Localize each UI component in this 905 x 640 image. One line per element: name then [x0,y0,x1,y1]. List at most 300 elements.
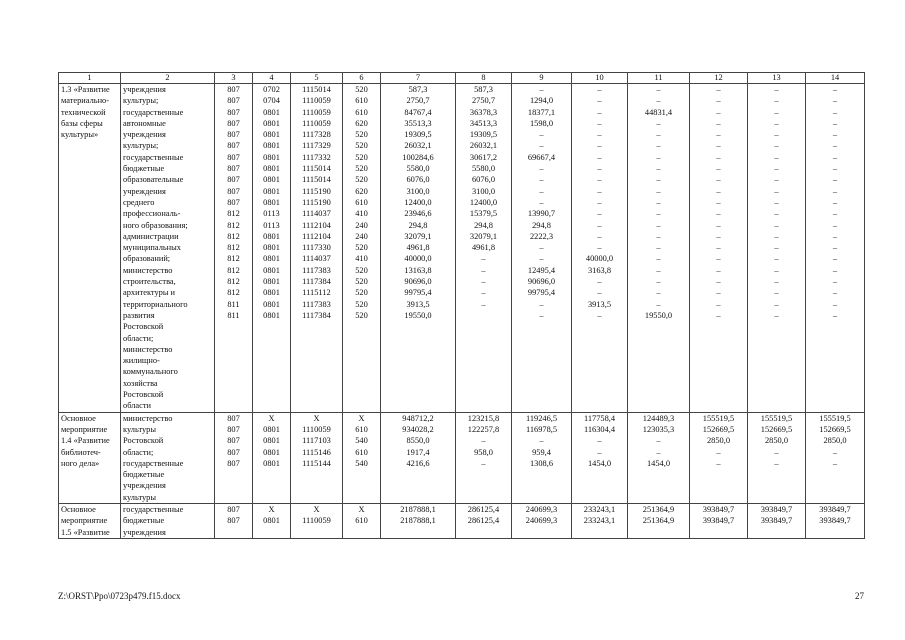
value-line: – [656,277,661,287]
value-line: – [656,130,661,140]
value-cell-col-6 [343,412,381,503]
value-cell-col-8 [456,84,512,413]
value-cell-col-3 [215,503,253,538]
value-line: 100284,6 [402,152,434,162]
value-line [458,310,509,321]
value-line: 294,8 [474,220,493,230]
value-line: 610 [355,197,368,207]
value-line: 620 [355,186,368,196]
value-line: – [774,141,779,151]
value-line: 19309,5 [469,130,498,140]
value-line: – [656,96,661,106]
value-line: 152669,5 [819,424,851,434]
value-line: 15379,5 [469,209,498,219]
event-name-cell-line: 1.4 «Развитие [61,436,110,446]
value-line: 1117329 [302,141,331,151]
executor-cell-line: государственные [123,458,184,468]
value-line: 116304,4 [583,424,616,434]
value-line: 26032,1 [404,141,432,151]
value-line: – [832,96,838,106]
value-line: – [656,288,661,298]
value-line: 0113 [263,220,280,230]
value-line: 393849,7 [819,516,851,526]
value-line: 811 [227,299,240,309]
value-line: – [774,310,779,320]
value-line: – [774,231,779,241]
value-line: – [539,299,544,309]
value-line: – [597,231,602,241]
executor-cell [121,84,215,413]
value-line: 0801 [263,516,280,526]
event-name-cell-line: базы сферы [61,118,103,128]
value-line: 36378,3 [469,107,498,117]
value-line: 1454,0 [646,458,671,468]
value-cell-col-13 [748,412,806,503]
value-line: 13163,8 [404,265,432,275]
executor-cell-line: области; [123,333,154,343]
value-line: Х [313,504,320,514]
value-line: 251364,9 [642,516,675,526]
event-name-cell-line: библиотеч- [61,447,101,457]
value-line: – [774,458,779,468]
value-line: 807 [227,141,240,151]
value-line: – [832,220,838,230]
value-line: – [656,243,661,253]
value-cell-col-13 [748,503,806,538]
value-line: – [597,130,602,140]
header-cell: 10 [572,73,628,84]
value-line: 587,3 [408,85,428,94]
table-row [59,503,865,538]
executor-cell-line: учреждения [123,130,166,140]
value-line: 117758,4 [583,413,616,423]
value-line: – [716,175,721,185]
value-line: 812 [227,231,240,241]
value-line: 610 [355,516,368,526]
value-line: – [481,265,486,275]
value-line: 807 [227,96,240,106]
value-line: – [539,130,544,140]
value-line: 0801 [263,299,280,309]
value-line: – [716,197,721,207]
header-cell: 2 [121,73,215,84]
value-line: 1115014 [302,175,331,185]
value-line: – [774,299,779,309]
value-cell-col-11 [628,503,690,538]
executor-cell-line: Ростовской [123,390,164,400]
value-line: 0801 [263,197,280,207]
executor-cell-line: Ростовской [123,436,164,446]
value-line: 251364,9 [642,504,675,514]
value-line: 2850,0 [764,436,789,446]
executor-cell-line: автономные [123,118,166,128]
value-line: 12400,0 [404,197,432,207]
value-line: – [716,458,721,468]
value-line: – [539,186,544,196]
value-line: – [832,197,838,207]
event-name-cell-line: технической [61,107,106,117]
header-cell: 3 [215,73,253,84]
value-line: 26032,1 [469,141,498,151]
value-line: 393849,7 [702,516,735,526]
value-line: – [774,85,779,94]
value-line: – [716,254,721,264]
value-line: – [716,299,721,309]
value-line: 520 [355,243,368,253]
value-line: 0801 [263,243,280,253]
value-line: 1114037 [302,209,331,219]
header-cell: 1 [59,73,121,84]
value-line: 1117332 [302,152,331,162]
value-line: – [539,164,544,174]
value-line: – [656,164,661,174]
file-path: Z:\ORST\Ppo\0723p479.f15.docx [58,591,181,601]
value-line: – [481,288,486,298]
value-line: – [716,186,721,196]
value-line: – [716,164,721,174]
value-line: – [656,436,661,446]
value-line: 0801 [263,118,280,128]
value-line: – [597,277,602,287]
value-line: 2750,7 [406,96,430,106]
value-line: – [597,164,602,174]
value-line: 99795,4 [404,288,432,298]
header-cell: 11 [628,73,690,84]
value-line: 1308,6 [529,458,554,468]
value-cell-col-3 [215,412,253,503]
value-cell-col-6 [343,84,381,413]
value-line: – [656,265,661,275]
value-cell-col-9 [512,412,572,503]
value-line: – [481,458,486,468]
value-line: – [716,220,721,230]
value-line: 520 [355,277,368,287]
value-line: 19309,5 [404,130,432,140]
value-line: 8550,0 [406,436,430,446]
value-line: – [832,130,838,140]
value-line: – [597,197,602,207]
value-line: 1117384 [302,277,331,287]
value-line: 1294,0 [529,96,554,106]
value-line: – [774,277,779,287]
value-line: – [774,130,779,140]
value-line: 807 [227,130,240,140]
value-line: – [774,220,779,230]
value-line: – [656,220,661,230]
value-cell-col-12 [690,412,748,503]
value-line: 934028,2 [402,424,434,434]
value-line: 1115144 [302,458,331,468]
header-cell: 14 [806,73,865,84]
value-line: 520 [355,175,368,185]
value-cell-col-11 [628,412,690,503]
value-cell-col-9 [512,84,572,413]
value-line: 44831,4 [644,107,673,117]
executor-cell-line: бюджетные [123,516,165,526]
value-line: 69667,4 [527,152,556,162]
value-line: Х [358,413,365,423]
executor-cell-line: коммунального [123,367,178,377]
header-cell: 7 [381,73,456,84]
value-line: 286125,4 [467,516,500,526]
header-cell: 5 [291,73,343,84]
value-line: – [832,152,838,162]
value-cell-col-13 [748,84,806,413]
value-line: 0702 [263,85,280,94]
executor-cell-line: ного образования; [123,220,188,230]
value-line: 959,4 [532,447,551,457]
value-cell-col-5 [291,84,343,413]
value-line: 2187888,1 [400,504,436,514]
value-line: 12400,0 [469,197,498,207]
budget-table [58,72,865,539]
value-line: 0801 [263,436,280,446]
executor-cell-line: министерство [123,265,173,275]
value-line: 807 [227,85,240,94]
value-line: – [656,209,661,219]
value-line: Х [268,504,275,514]
value-line: 6076,0 [406,175,430,185]
value-cell-col-14 [806,84,865,413]
event-name-cell-line: мероприятие [61,424,108,434]
value-line: – [716,447,721,457]
value-line: – [716,288,721,298]
executor-cell-line: образований; [123,254,171,264]
value-line: – [774,96,779,106]
value-line: 0801 [263,447,280,457]
value-line: 807 [227,118,240,128]
value-line: 2187888,1 [400,516,436,526]
value-cell-col-7 [381,503,456,538]
value-line: 610 [355,447,368,457]
event-name-cell-line: ного дела» [61,458,100,468]
value-line: 1112104 [302,231,331,241]
value-line: – [539,254,544,264]
table-row [59,84,865,413]
executor-cell-line: муниципальных [123,243,181,253]
event-name-cell-line: культуры» [61,130,99,140]
value-line: 90696,0 [527,277,556,287]
value-line: – [481,254,486,264]
value-line: 233243,1 [583,504,616,514]
value-line: 0801 [263,130,280,140]
value-line: – [832,458,838,468]
value-line: 0801 [263,277,280,287]
table-row [59,412,865,503]
executor-cell-line: государственные [123,107,184,117]
value-line: – [774,164,779,174]
value-line: 30617,2 [469,152,498,162]
event-name-cell-line: мероприятие [61,516,108,526]
value-line: 520 [355,310,368,320]
value-line: – [597,175,602,185]
value-cell-col-6 [343,503,381,538]
value-line: 807 [227,175,240,185]
value-line: – [597,310,602,320]
value-line: – [832,243,838,253]
value-line: 0801 [263,164,280,174]
value-line: 520 [355,85,368,94]
value-cell-col-7 [381,84,456,413]
value-cell-col-12 [690,84,748,413]
value-line: 807 [227,107,240,117]
page-number: 27 [855,591,864,601]
value-line: 1117383 [302,265,331,275]
executor-cell-line: культуры [123,492,156,502]
value-line: 1117103 [302,436,331,446]
value-line: 152669,5 [760,424,793,434]
executor-cell-line: развития [123,310,155,320]
value-line: 294,8 [408,220,428,230]
value-line: 124489,3 [642,413,675,423]
value-line: 240699,3 [525,516,558,526]
value-line: 1115112 [302,288,331,298]
value-cell-col-12 [690,503,748,538]
value-line: 12495,4 [527,265,556,275]
value-line: 610 [355,96,368,106]
value-line: – [774,107,779,117]
executor-cell-line: учреждения [123,186,166,196]
value-line: – [774,186,779,196]
value-line: – [716,118,721,128]
executor-cell-line: учреждения [123,527,166,537]
executor-cell [121,412,215,503]
value-line: – [716,141,721,151]
value-line: – [774,118,779,128]
value-line: – [539,141,544,151]
value-line: 1115190 [302,186,331,196]
value-line: – [774,254,779,264]
executor-cell-line: государственные [123,504,184,514]
executor-cell [121,503,215,538]
value-line: 807 [227,516,240,526]
executor-cell-line: культуры [123,424,156,434]
value-cell-col-10 [572,84,628,413]
value-line: 610 [355,424,368,434]
value-line: 587,3 [474,85,493,94]
value-line: – [716,277,721,287]
value-line: 3100,0 [406,186,430,196]
value-line: 410 [355,254,368,264]
value-line: 1115014 [302,164,331,174]
value-line: – [716,231,721,241]
value-line: – [716,130,721,140]
header-cell: 13 [748,73,806,84]
value-line: 0801 [263,107,280,117]
header-cell: 12 [690,73,748,84]
value-cell-col-8 [456,412,512,503]
value-line: – [597,220,602,230]
value-line: Х [358,504,365,514]
value-line: 40000,0 [585,254,614,264]
value-line: – [597,288,602,298]
executor-cell-line: области; [123,447,154,457]
value-line: – [832,186,838,196]
value-line: – [774,152,779,162]
value-line: – [832,277,838,287]
value-line: 35513,3 [404,118,432,128]
table-body [59,84,865,539]
value-line: 1112104 [302,220,331,230]
value-line: 520 [355,164,368,174]
value-line: 2850,0 [706,436,731,446]
value-line: 807 [227,186,240,196]
value-line: 84767,4 [404,107,432,117]
value-line: – [597,141,602,151]
executor-cell-line: архитектуры и [123,288,176,298]
value-line: – [832,288,838,298]
value-line: – [774,288,779,298]
value-line: – [656,152,661,162]
value-line: 99795,4 [527,288,556,298]
value-line: 286125,4 [467,504,500,514]
value-line: – [774,209,779,219]
event-name-cell-line: Основное [61,413,96,423]
value-line: 3163,8 [587,265,612,275]
value-line: 807 [227,436,240,446]
event-name-cell-line: 1.3 «Развитие [61,85,110,94]
executor-cell-line: бюджетные [123,164,165,174]
value-line: – [774,197,779,207]
value-line: 34513,3 [469,118,498,128]
value-line: – [656,175,661,185]
value-line: 520 [355,130,368,140]
value-line: 807 [227,197,240,207]
value-cell-col-10 [572,503,628,538]
value-line: 812 [227,243,240,253]
value-line: 233243,1 [583,516,616,526]
value-line: 1110059 [302,107,331,117]
value-line: 155519,5 [819,413,851,423]
value-line: – [774,265,779,275]
value-line: – [832,209,838,219]
value-line: – [716,209,721,219]
header-cell: 9 [512,73,572,84]
value-line: 812 [227,277,240,287]
value-line: – [656,299,661,309]
value-line: – [539,85,544,94]
event-name-cell [59,503,121,538]
value-line: – [832,231,838,241]
value-line: 0801 [263,254,280,264]
executor-cell-line: жилищно- [123,356,160,366]
value-line: – [832,254,838,264]
executor-cell-line: образовательные [123,175,184,185]
value-line: 23946,6 [404,209,432,219]
value-line: – [656,231,661,241]
value-line: – [716,243,721,253]
value-line: 240 [355,220,368,230]
value-line: 520 [355,288,368,298]
value-line: 807 [227,424,240,434]
value-line: 3100,0 [471,186,496,196]
header-cell: 6 [343,73,381,84]
value-line: – [597,243,602,253]
value-line: 2850,0 [823,436,847,446]
value-cell-col-7 [381,412,456,503]
value-cell-col-5 [291,503,343,538]
value-line: 393849,7 [760,516,793,526]
value-line: 393849,7 [760,504,793,514]
value-line: – [716,152,721,162]
value-line: 0704 [263,96,280,106]
value-line: 1117330 [302,243,331,253]
value-line: 807 [227,164,240,174]
value-line: 540 [355,436,368,446]
value-cell-col-9 [512,503,572,538]
executor-cell-line: учреждения [123,85,166,94]
value-line: 1115146 [302,447,331,457]
